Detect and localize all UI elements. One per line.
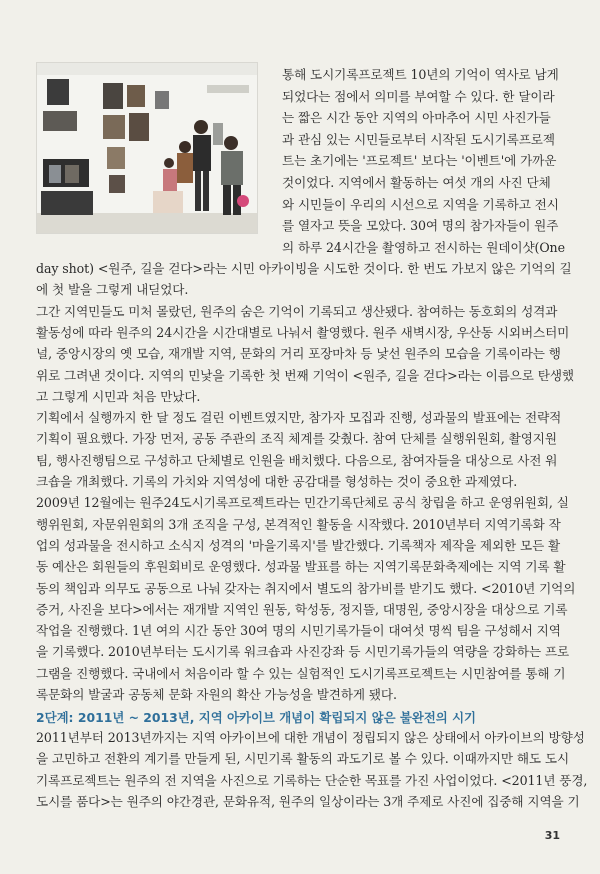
text-line: 의 하루 24시간을 촬영하고 전시하는 원데이샷(One [282,239,565,255]
text-line: 널, 중앙시장의 옛 모습, 재개발 지역, 문화의 거리 포장마차 등 낯선 원주의 모습을 기록이라는 행 [36,346,561,362]
text-line: 을 기록했다. 2010년부터는 도시기록 워크숍과 사진강좌 등 시민기록가들의 역량을 강화하는 프로 [36,644,570,660]
text-line: 를 열자고 뜻을 모았다. 30여 명의 참가자들이 원주 [282,218,559,234]
text-line: 기록프로젝트는 원주의 전 지역을 사진으로 기록하는 단순한 목표를 가진 사업이었다. <2011년 풍경, [36,772,588,788]
text-line: day shot) <원주, 길을 걷다>라는 시민 아카이빙을 시도한 것이다. 한 번도 가보지 않은 기억의 길 [36,261,572,276]
text-line: 크숍을 개최했다. 기록의 가치와 지역성에 대한 공감대를 형성하는 것이 중요한 과제였다. [36,474,518,489]
text-line: 되었다는 점에서 의미를 부여할 수 있다. 한 달이라 [282,88,555,104]
text-line: 그간 지역민들도 미처 몰랐던, 원주의 숨은 기억이 기록되고 생산됐다. 참여하는 동호회의 성격과 [36,303,558,319]
text-line: 증거, 사진을 보다>에서는 재개발 지역인 원동, 학성동, 정지뜰, 대명원, 중앙시장을 대상으로 기록 [36,601,568,617]
text-line: 2009년 12월에는 원주24도시기록프로젝트라는 민간기록단체로 공식 창립을 하고 운영위원회, 실 [36,495,569,511]
text-line: 록문화의 발굴과 공동체 문화 자원의 확산 가능성을 발견하게 됐다. [36,687,397,702]
text-line: 팀, 행사진행팀으로 구성하고 단체별로 인원을 배치했다. 다음으로, 참여자들을 대상으로 사전 워 [36,452,558,468]
text-line: 위로 그려낸 것이다. 지역의 민낯을 기록한 첫 번째 기억이 <원주, 길을 걷다>라는 이름으로 탄생했 [36,367,574,383]
page-number: 31 [544,829,560,842]
text-line: 동 예산은 회원들의 후원회비로 운영했다. 성과물 발표를 하는 지역기록문화축제에는 지역 기록 활 [36,559,566,575]
text-line: 도시를 품다>는 원주의 야간경관, 문화유적, 원주의 일상이라는 3개 주제로 사진에 집중해 지역을 기 [36,793,580,809]
text-line: 2011년부터 2013년까지는 지역 아카이브에 대한 개념이 정립되지 않은 상태에서 아카이브의 방향성 [36,730,585,745]
text-line: 동의 책임과 의무도 공동으로 나눠 갖자는 취지에서 별도의 참가비를 받기도 했다. <2010년 기억의 [36,580,576,596]
text-line: 과 관심 있는 시민들로부터 시작된 도시기록프로젝 [282,131,555,147]
text-line: 작업을 진행했다. 1년 여의 시간 동안 30여 명의 시민기록가들이 대여섯 명씩 팀을 구성해서 지역 [36,623,561,639]
photo-illustration [37,63,258,234]
text-line: 통해 도시기록프로젝트 10년의 기억이 역사로 남게 [282,67,559,82]
text-line: 에 첫 발을 그렇게 내딛었다. [36,282,189,298]
text-line: 고 그렇게 시민과 처음 만났다. [36,388,201,404]
text-line: 것이었다. 지역에서 활동하는 여섯 개의 사진 단체 [282,175,551,190]
text-line: 와 시민들이 우리의 시선으로 지역을 기록하고 전시 [282,196,559,212]
text-line: 그램을 진행했다. 국내에서 처음이라 할 수 있는 실험적인 도시기록프로젝트는 시민참여를 통해 기 [36,665,566,681]
text-line: 업의 성과물을 전시하고 소식지 성격의 '마을기록지'를 발간했다. 기록책자 제작을 제외한 모든 활 [36,537,561,553]
text-line: 을 고민하고 전환의 계기를 만들게 된, 시민기록 활동의 과도기로 볼 수 있다. 이때까지만 해도 도시 [36,751,570,767]
text-line: 트는 초기에는 '프로젝트' 보다는 '이벤트'에 가까운 [282,153,557,169]
text-line: 는 짧은 시간 동안 지역의 아마추어 시민 사진가들 [282,110,551,126]
text-line: 행위원회, 자문위원회의 3개 조직을 구성, 본격적인 활동을 시작했다. 2010년부터 지역기록화 작 [36,516,561,532]
exhibition-photo [36,62,258,234]
text-line: 기획이 필요했다. 가장 먼저, 공동 주관의 조직 체계를 갖췄다. 참여 단체를 실행위원회, 촬영지원 [36,431,557,447]
section-heading: 2단계: 2011년 ~ 2013년, 지역 아카이브 개념이 확립되지 않은 불완전의 시기 [36,710,477,725]
text-line: 활동성에 따라 원주의 24시간을 시간대별로 나눠서 촬영했다. 원주 새벽시장, 우산동 시외버스터미 [36,324,570,340]
text-line: 기획에서 실행까지 한 달 정도 걸린 이벤트였지만, 참가자 모집과 진행, 성과물의 발표에는 전략적 [36,410,562,426]
